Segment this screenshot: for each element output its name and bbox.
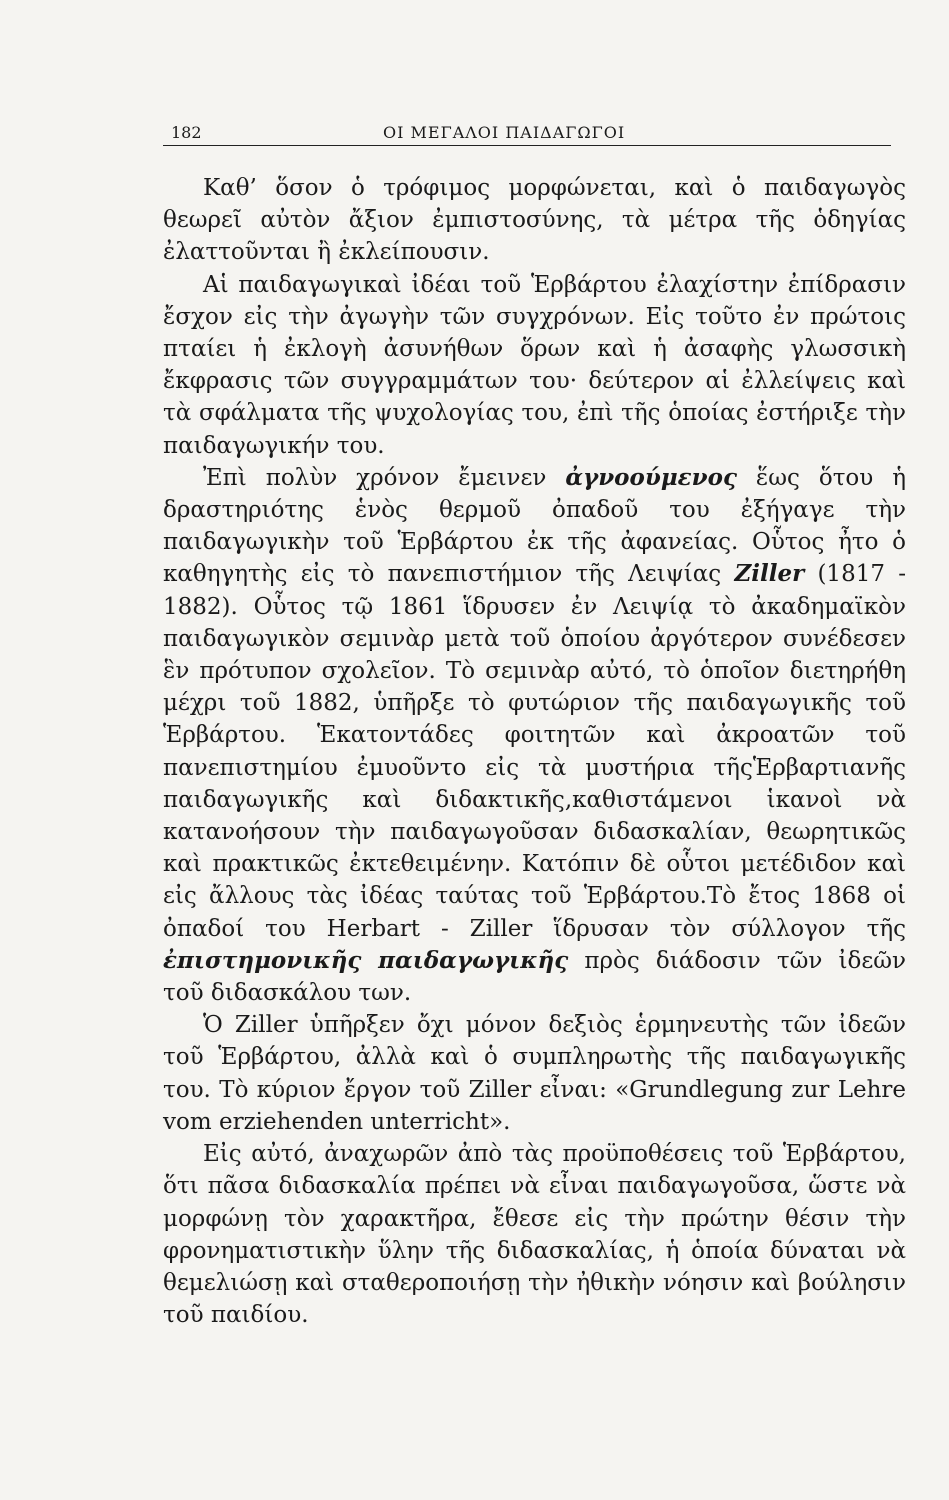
paragraph-3-part-4: πρὸς διάδοσιν τῶν ἰδεῶν τοῦ διδασκάλου των. xyxy=(163,947,906,1007)
page-number: 182 xyxy=(171,123,202,142)
paragraph-1: Καθ’ ὅσον ὁ τρόφιμος μορφώνεται, καὶ ὁ παιδαγωγὸς θεωρεῖ αὐτὸν ἄξιον ἐμπιστοσύνης, τὰ μέτρα τῆς ὁδηγίας ἐλαττοῦνται ἢ ἐκλείπουσιν. xyxy=(163,175,906,266)
running-title: ΟΙ ΜΕΓΑΛΟΙ ΠΑΙΔΑΓΩΓΟΙ xyxy=(383,123,626,142)
body-text xyxy=(163,172,906,1331)
paragraph-2: Αἱ παιδαγωγικαὶ ἰδέαι τοῦ Ἑρβάρτου ἐλαχίστην ἐπίδρασιν ἔσχον εἰς τὴν ἀγωγὴν τῶν συγχρόνων. Εἰς τοῦτο ἐν πρώτοις πταίει ἡ ἐκλογὴ ἀσυνήθων ὅρων καὶ ἡ ἀσαφὴς γλωσσικὴ ἔκφρασις τῶν συγγραμμάτων του· δεύτερον αἱ ἐλλείψεις καὶ τὰ σφάλματα τῆς ψυχολογίας του, ἐπὶ τῆς ὁποίας ἐστήριξε τὴν παιδαγωγικήν του. xyxy=(163,271,906,459)
paragraph-4: Ὁ Ziller ὑπῆρξεν ὄχι μόνον δεξιὸς ἑρμηνευτὴς τῶν ἰδεῶν τοῦ Ἑρβάρτου, ἀλλὰ καὶ ὁ συμπληρωτὴς τῆς παιδαγωγικῆς του. Τὸ κύριον ἔργον τοῦ Ziller εἶναι: «Grundlegung zur Lehre vom erziehenden unterricht». xyxy=(163,1012,906,1135)
emphasis-unknown: ἀγνοούμενος xyxy=(565,463,737,491)
emphasis-society: ἐπιστημονικῆς παιδαγωγικῆς xyxy=(163,946,569,974)
paragraph-3-part-2: ἕως ὅτου ἡ δραστηριότης ἑνὸς θερμοῦ ὀπαδοῦ του ἐξήγαγε τὴν παιδαγωγικὴν τοῦ Ἑρβάρτου ἐκ τῆς ἀφανείας. Οὗτος ἦτο ὁ καθηγητὴς εἰς τὸ πανεπιστήμιον τῆς Λειψίας xyxy=(163,464,907,588)
paragraph-5: Εἰς αὐτό, ἀναχωρῶν ἀπὸ τὰς προϋποθέσεις τοῦ Ἑρβάρτου, ὅτι πᾶσα διδασκαλία πρέπει νὰ εἶναι παιδαγωγοῦσα, ὥστε νὰ μορφώνῃ τὸν χαρακτῆρα, ἔθεσε εἰς τὴν πρώτην θέσιν τὴν φρονηματιστικὴν ὕλην τῆς διδασκαλίας, ἡ ὁποία δύναται νὰ θεμελιώσῃ καὶ σταθεροποιήσῃ τὴν ἠθικὴν νόησιν καὶ βούλησιν τοῦ παιδίου. xyxy=(163,1141,906,1329)
paragraph-3 xyxy=(163,462,906,1009)
page-header xyxy=(163,121,891,146)
emphasis-ziller: Ziller xyxy=(734,560,805,588)
paragraph-3-part-1: Ἐπὶ πολὺν χρόνον ἔμεινεν xyxy=(203,464,566,491)
paragraph-3-part-3: (1817 - 1882). Οὗτος τῷ 1861 ἵδρυσεν ἐν Λειψίᾳ τὸ ἀκαδημαϊκὸν παιδαγωγικὸν σεμινὰρ μετὰ τοῦ ὁποίου ἀργότερον συνέδεσεν ἓν πρότυπον σχολεῖον. Τὸ σεμινὰρ αὐτό, τὸ ὁποῖον διετηρήθη μέχρι τοῦ 1882, ὑπῆρξε τὸ φυτώριον τῆς παιδαγωγικῆς τοῦ Ἑρβάρτου. Ἑκατοντάδες φοιτητῶν καὶ ἀκροατῶν τοῦ πανεπιστημίου ἐμυοῦντο εἰς τὰ μυστήρια τῆςἙρβαρτιανῆς παιδαγωγικῆς καὶ διδακτικῆς,καθιστάμενοι ἱκανοὶ νὰ κατανοήσουν τὴν παιδαγωγοῦσαν διδασκαλίαν, θεωρητικῶς καὶ πρακτικῶς ἐκτεθειμένην. Κατόπιν δὲ οὗτοι μετέδιδον καὶ εἰς ἄλλους τὰς ἰδέας ταύτας τοῦ Ἑρβάρτου.Τὸ ἔτος 1868 οἱ ὀπαδοί του Herbart - Ziller ἵδρυσαν τὸν σύλλογον τῆς xyxy=(163,561,906,942)
